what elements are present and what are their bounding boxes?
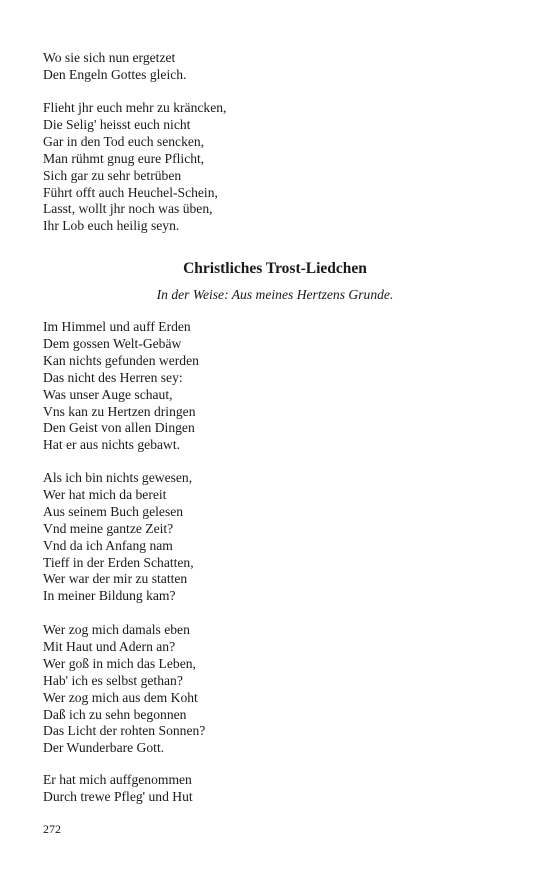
poem-line: Der Wunderbare Gott.	[43, 740, 165, 756]
poem-line: Vnd da ich Anfang nam	[43, 537, 173, 553]
poem-line: Mit Haut und Adern an?	[43, 638, 176, 654]
stanza-prev-1	[43, 50, 513, 84]
poem-line: Wer war der mir zu statten	[43, 571, 188, 587]
poem-line: Den Engeln Gottes gleich.	[43, 66, 187, 82]
page-number: 272	[43, 822, 61, 836]
poem-line: Wer zog mich damals eben	[43, 622, 190, 637]
poem-line: Wer goß in mich das Leben,	[43, 655, 196, 671]
poem-line: Lasst, wollt jhr noch was üben,	[43, 201, 213, 217]
stanza-prev-2	[43, 100, 513, 235]
poem-title: Christliches Trost-Liedchen	[183, 260, 367, 277]
poem-line: Daß ich zu sehn begonnen	[43, 706, 187, 722]
poem-line: Ihr Lob euch heilig seyn.	[43, 218, 180, 234]
poem-line: Dem gossen Welt-Gebäw	[43, 335, 182, 351]
poem-line: Das nicht des Herren sey:	[43, 369, 183, 385]
poem-line: Wer hat mich da bereit	[43, 486, 167, 502]
stanza-4	[43, 772, 513, 806]
stanza-1	[43, 319, 513, 454]
stanza-2	[43, 470, 513, 605]
poem-line: Kan nichts gefunden werden	[43, 352, 199, 368]
poem-line: Hat er aus nichts gebawt.	[43, 437, 181, 453]
poem-line: Die Selig' heisst euch nicht	[43, 116, 191, 132]
poem-line: Vns kan zu Hertzen dringen	[43, 403, 196, 419]
stanza-3	[43, 622, 513, 757]
poem-line: Was unser Auge schaut,	[43, 386, 173, 402]
poem-line: Flieht jhr euch mehr zu kräncken,	[43, 100, 227, 115]
poem-line: Wo sie sich nun ergetzet	[43, 50, 176, 65]
poem-line: Man rühmt gnug eure Pflicht,	[43, 150, 205, 166]
poem-subtitle: In der Weise: Aus meines Hertzens Grunde.	[156, 287, 394, 302]
poem-line: Durch trewe Pfleg' und Hut	[43, 788, 193, 804]
poem-line: Führt offt auch Heuchel-Schein,	[43, 184, 218, 200]
poem-line: Aus seinem Buch gelesen	[43, 503, 184, 519]
poem-line: Das Licht der rohten Sonnen?	[43, 723, 206, 739]
poem-line: Er hat mich auffgenommen	[43, 772, 192, 787]
poem-line: In meiner Bildung kam?	[43, 588, 176, 604]
poem-line: Tieff in der Erden Schatten,	[43, 554, 194, 570]
poem-line: Vnd meine gantze Zeit?	[43, 520, 174, 536]
poem-line: Wer zog mich aus dem Koht	[43, 689, 198, 705]
poem-line: Hab' ich es selbst gethan?	[43, 672, 183, 688]
poem-line: Den Geist von allen Dingen	[43, 420, 195, 436]
poem-line: Als ich bin nichts gewesen,	[43, 470, 193, 485]
poem-line: Sich gar zu sehr betrüben	[43, 167, 182, 183]
poem-line: Gar in den Tod euch sencken,	[43, 133, 205, 149]
poem-line: Im Himmel und auff Erden	[43, 319, 191, 334]
